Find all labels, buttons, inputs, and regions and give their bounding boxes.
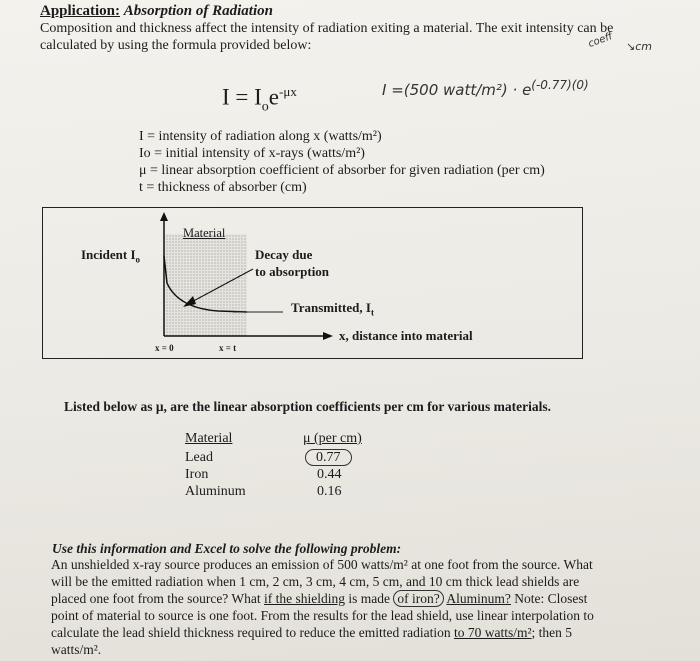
x-axis-arrow-icon [323, 332, 333, 340]
table-row-material: Aluminum [185, 484, 246, 499]
y-axis-arrow-icon [160, 212, 168, 221]
transmitted-text: Transmitted, I [291, 300, 371, 315]
formula-lhs: I = I [222, 84, 262, 110]
problem-line-3-part: is made [345, 591, 394, 606]
handwritten-cm-note: ↘cm [626, 40, 652, 53]
circled-value: 0.77 [305, 449, 352, 466]
underlined-target: to 70 watts/m² [453, 625, 532, 640]
handwritten-calculation [382, 78, 589, 99]
table-row-material: Lead [185, 450, 213, 465]
decay-label-2: to absorption [255, 264, 330, 279]
table-row-value: 0.16 [317, 484, 342, 499]
definition-1: I = intensity of radiation along x (watts/m²) [139, 129, 382, 144]
incident-subscript: o [135, 254, 141, 265]
definition-2: Io = initial intensity of x-rays (watts/m²) [139, 146, 365, 161]
intro-line-1: Composition and thickness affect the intensity of radiation exiting a material. The exit intensity can be [40, 21, 614, 36]
problem-line-5-part: calculate the lead shield thickness required to reduce the emitted radiation [51, 625, 454, 640]
underlined-phrase: if the shielding [264, 591, 346, 606]
definition-3: μ = linear absorption coefficient of absorber for given radiation (per cm) [139, 163, 545, 178]
problem-line-6: watts/m². [51, 642, 102, 657]
problem-line-1: An unshielded x-ray source produces an emission of 500 watts/m² at one foot from the source. What [51, 557, 593, 572]
circled-iron: of iron? [393, 590, 443, 607]
table-header-material: Material [185, 431, 233, 446]
formula [222, 84, 297, 115]
underlined-aluminum: Aluminum? [446, 591, 511, 606]
table-header-mu: μ (per cm) [303, 431, 362, 446]
problem-line-3-part: placed one foot from the source? What [51, 591, 265, 606]
handwritten-coeff-note: coeff [586, 31, 615, 50]
problem-line-3 [51, 591, 587, 607]
material-block [164, 234, 247, 336]
title-label: Application: [40, 3, 121, 19]
material-label: Material [183, 226, 226, 240]
table-row-value [305, 450, 352, 466]
x-zero-label: x = 0 [155, 343, 174, 353]
title-text: Absorption of Radiation [123, 3, 273, 19]
diagram-graphics [43, 208, 582, 358]
problem-line-2: will be the emitted radiation when 1 cm, 2 cm, 3 cm, 4 cm, 5 cm, and 10 cm thick lead shields are [51, 574, 580, 589]
problem-heading: Use this information and Excel to solve the following problem: [52, 541, 402, 556]
problem-line-5 [51, 625, 572, 641]
problem-line-4: point of material to source is one foot. From the results for the lead shield, use linear interpolation to [51, 608, 594, 623]
page-title [40, 3, 273, 20]
transmitted-subscript: t [370, 307, 374, 318]
problem-line-3-part: Note: Closest [510, 591, 588, 606]
table-row-material: Iron [185, 467, 209, 482]
absorption-diagram [42, 207, 583, 359]
incident-label [81, 247, 140, 265]
intro-line-2: calculated by using the formula provided below: [40, 38, 312, 53]
handwritten-calc-main: I =(500 watt/m²) · e [382, 81, 532, 99]
table-row-value: 0.44 [317, 467, 342, 482]
decay-label-1: Decay due [255, 247, 313, 262]
handwritten-calc-exponent: (-0.77)(0) [531, 78, 589, 92]
x-t-label: x = t [219, 343, 237, 353]
formula-exponent: -μx [279, 84, 297, 99]
transmitted-label [291, 300, 374, 318]
formula-subscript: o [261, 99, 269, 115]
formula-e: e [268, 84, 280, 110]
definition-4: t = thickness of absorber (cm) [139, 180, 307, 195]
incident-text: Incident I [81, 247, 136, 262]
x-axis-label: x, distance into material [339, 328, 473, 343]
problem-line-5-part: ; then 5 [531, 625, 573, 640]
table-intro: Listed below as μ, are the linear absorption coefficients per cm for various materials. [64, 399, 551, 414]
